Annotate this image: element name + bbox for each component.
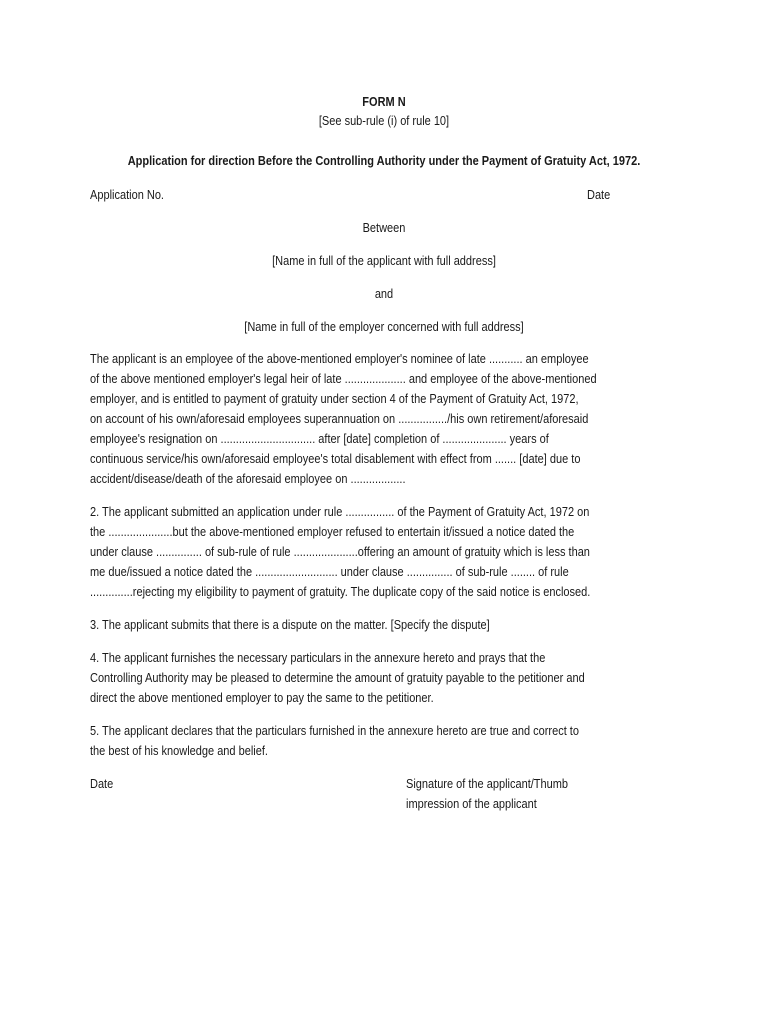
paragraph-1-line: continuous service/his own/aforesaid employee's total disablement with effect from ....... [date] due to (90, 452, 581, 466)
employer-placeholder: [Name in full of the employer concerned with full address] (244, 320, 524, 334)
paragraph-1-line: on account of his own/aforesaid employees superannuation on ................/his own retirement/aforesaid (90, 412, 589, 426)
paragraph-3-line: 3. The applicant submits that there is a dispute on the matter. [Specify the dispute] (90, 618, 490, 632)
paragraph-2-line: me due/issued a notice dated the ........................... under clause ............... of sub-rule ........ of rule (90, 565, 569, 579)
applicant-placeholder: [Name in full of the applicant with full address] (272, 254, 496, 268)
form-title: FORM N (362, 95, 406, 109)
paragraph-2-line: the .....................but the above-mentioned employer refused to entertain it/issued a notice dated the (90, 525, 575, 539)
form-subtitle: [See sub-rule (i) of rule 10] (318, 114, 450, 128)
paragraph-2-line: ..............rejecting my eligibility to payment of gratuity. The duplicate copy of the said notice is enclosed. (90, 585, 591, 599)
paragraph-1-line: employee's resignation on ............................... after [date] completion of ..................... years of (90, 432, 549, 446)
between-label: Between (362, 221, 406, 235)
paragraph-1-line: employer, and is entitled to payment of gratuity under section 4 of the Payment of Gratuity Act, 1972, (90, 392, 579, 406)
paragraph-4-line: Controlling Authority may be pleased to determine the amount of gratuity payable to the petitioner and (90, 671, 585, 685)
paragraph-2-line: under clause ............... of sub-rule of rule .....................offering an amount of gratuity which is less than (90, 545, 590, 559)
paragraph-1-line: of the above mentioned employer's legal heir of late .................... and employee of the above-mentioned (90, 372, 597, 386)
header-date-label: Date (587, 188, 611, 202)
signature-line-1: Signature of the applicant/Thumb (406, 777, 569, 791)
signature-line-2: impression of the applicant (406, 797, 537, 811)
paragraph-5-line: the best of his knowledge and belief. (90, 744, 268, 758)
application-no-label: Application No. (90, 188, 164, 202)
and-label: and (374, 287, 394, 301)
paragraph-1-line: The applicant is an employee of the above-mentioned employer's nominee of late ........... an employee (90, 352, 589, 366)
paragraph-2-line: 2. The applicant submitted an application under rule ................ of the Payment of Gratuity Act, 1972 on (90, 505, 590, 519)
footer-date-label: Date (90, 777, 114, 791)
paragraph-4-line: direct the above mentioned employer to pay the same to the petitioner. (90, 691, 434, 705)
form-heading: Application for direction Before the Controlling Authority under the Payment of Gratuity Act, 1972. (127, 154, 641, 168)
paragraph-1-line: accident/disease/death of the aforesaid employee on .................. (90, 472, 406, 486)
paragraph-5-line: 5. The applicant declares that the particulars furnished in the annexure hereto are true and correct to (90, 724, 579, 738)
paragraph-4-line: 4. The applicant furnishes the necessary particulars in the annexure hereto and prays that the (90, 651, 546, 665)
